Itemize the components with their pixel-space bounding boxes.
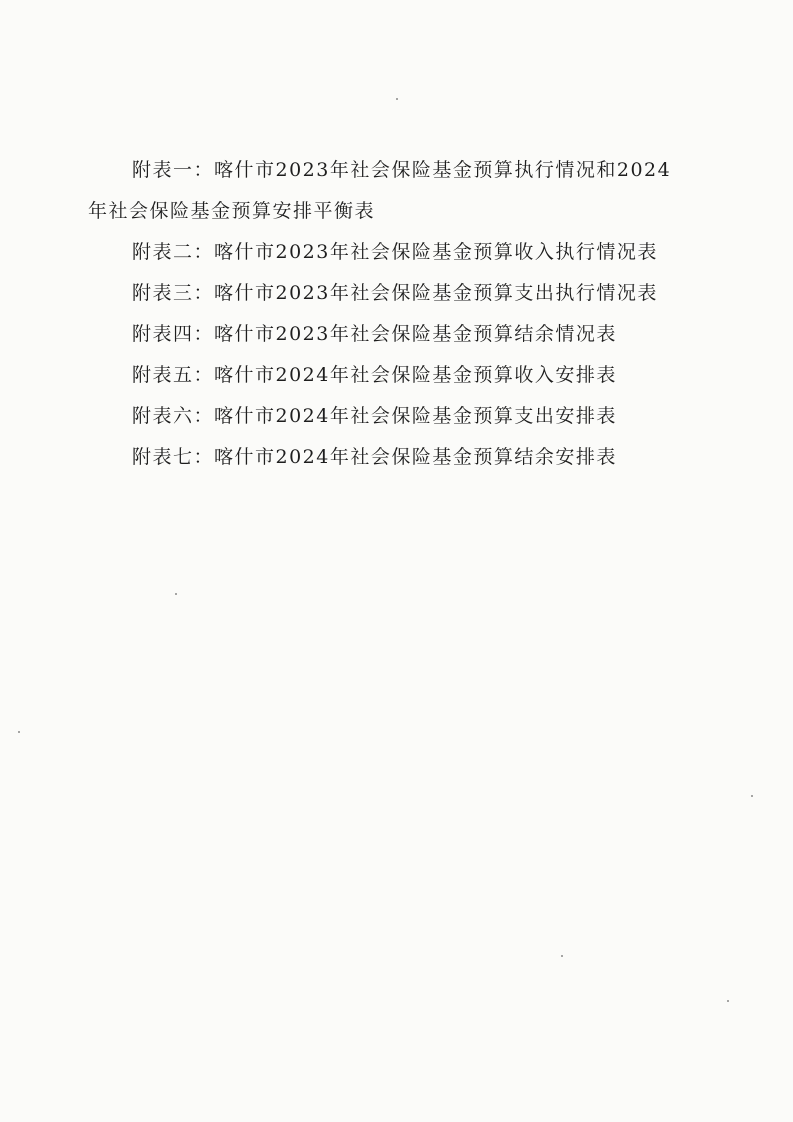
- attachment-item-6: 附表六：喀什市2024年社会保险基金预算支出安排表: [132, 405, 617, 427]
- attachment-list: [88, 150, 688, 478]
- scan-speck: [727, 1000, 729, 1002]
- attachment-item-1-continuation: 年社会保险基金预算安排平衡表: [88, 200, 376, 222]
- scan-speck: [751, 795, 753, 797]
- attachment-item-1: 附表一：喀什市2023年社会保险基金预算执行情况和2024: [132, 159, 672, 181]
- scan-speck: [396, 98, 398, 100]
- attachment-item-2: 附表二：喀什市2023年社会保险基金预算收入执行情况表: [132, 241, 658, 263]
- scan-speck: [18, 731, 20, 733]
- attachment-item-7: 附表七：喀什市2024年社会保险基金预算结余安排表: [132, 446, 617, 468]
- scan-speck: [561, 955, 563, 957]
- scan-speck: [175, 593, 177, 595]
- attachment-item-3: 附表三：喀什市2023年社会保险基金预算支出执行情况表: [132, 282, 658, 304]
- attachment-item-4: 附表四：喀什市2023年社会保险基金预算结余情况表: [132, 323, 617, 345]
- attachment-item-5: 附表五：喀什市2024年社会保险基金预算收入安排表: [132, 364, 617, 386]
